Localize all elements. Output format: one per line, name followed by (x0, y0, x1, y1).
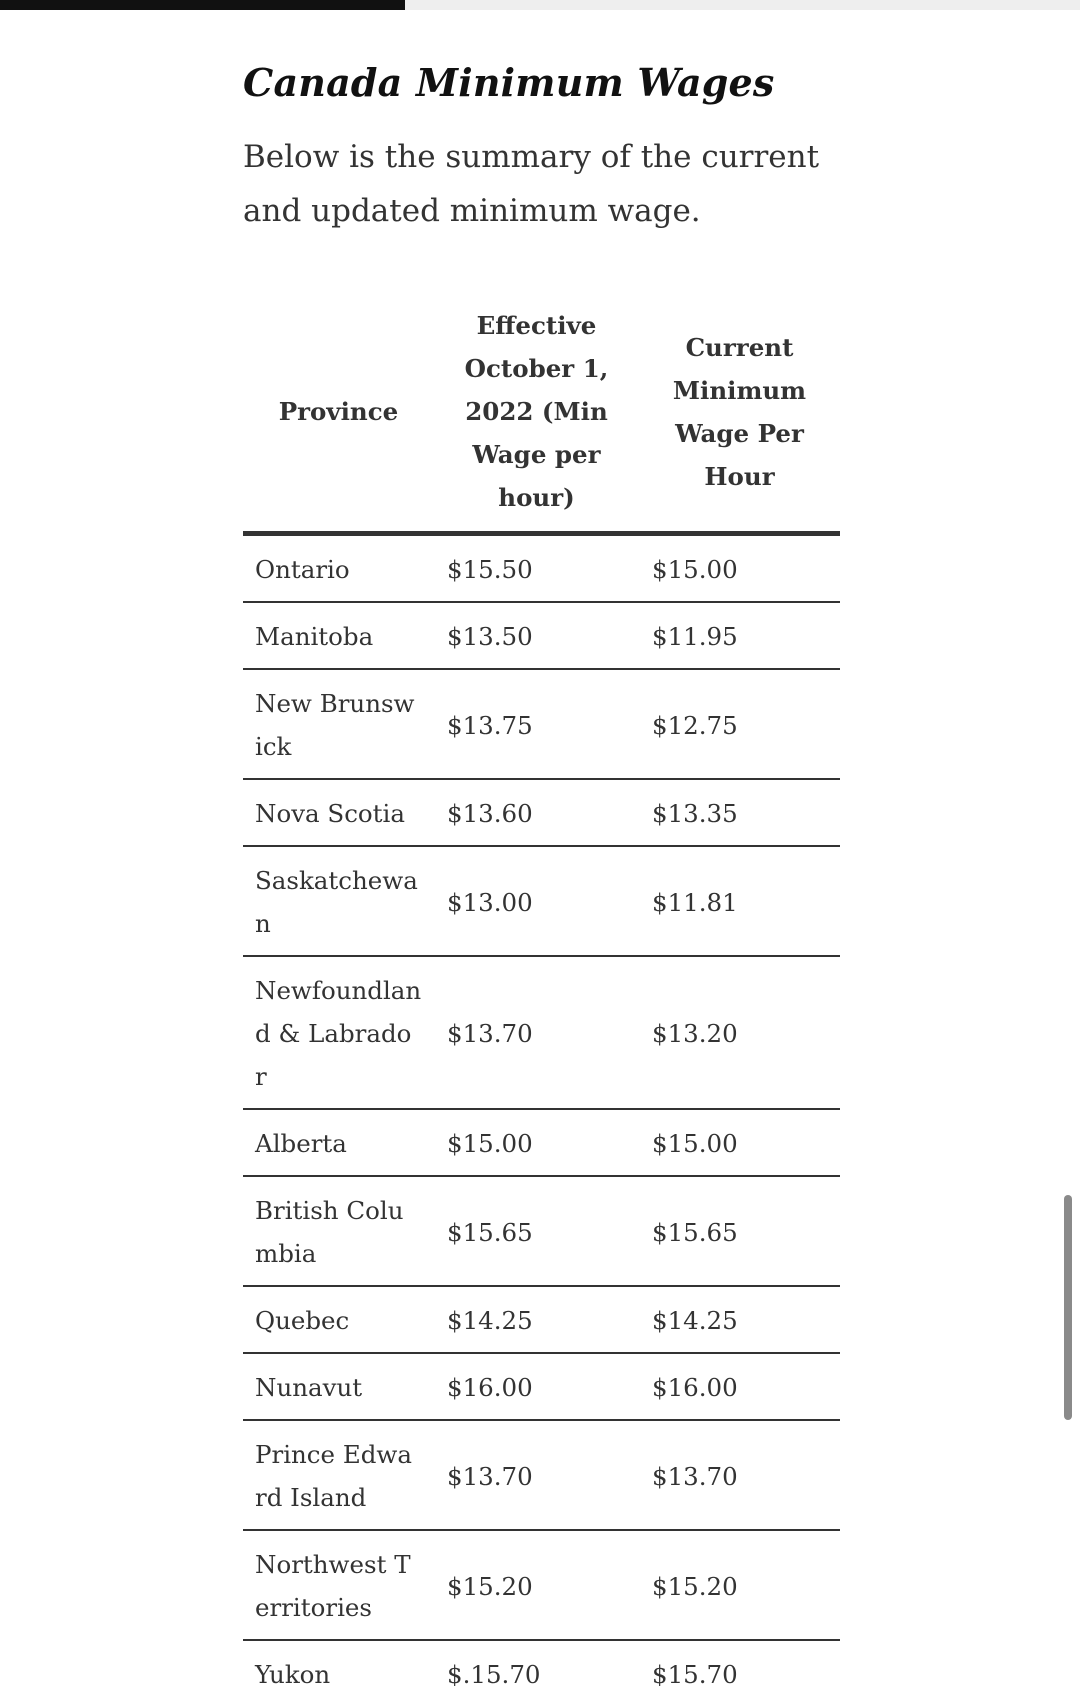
current-wage-cell: $11.95 (639, 602, 840, 669)
province-cell: Newfoundland & Labrador (243, 956, 434, 1109)
effective-wage-cell: $13.50 (434, 602, 639, 669)
header-effective: Effective October 1, 2022 (Min Wage per hour) (434, 298, 639, 534)
province-cell: Quebec (243, 1286, 434, 1353)
effective-wage-cell: $.15.70 (434, 1640, 639, 1686)
effective-wage-cell: $13.75 (434, 669, 639, 779)
reading-progress-fill (0, 0, 405, 10)
current-wage-cell: $13.20 (639, 956, 840, 1109)
province-cell: Nova Scotia (243, 779, 434, 846)
current-wage-cell: $11.81 (639, 846, 840, 956)
effective-wage-cell: $15.20 (434, 1530, 639, 1640)
table-row (243, 1530, 840, 1640)
table-row (243, 1420, 840, 1530)
header-current: Current Minimum Wage Per Hour (639, 298, 840, 534)
effective-wage-cell: $15.00 (434, 1109, 639, 1176)
table-row (243, 779, 840, 846)
article-content (243, 50, 840, 1686)
table-row (243, 1640, 840, 1686)
table-row (243, 534, 840, 603)
province-cell: British Columbia (243, 1176, 434, 1286)
current-wage-cell: $15.00 (639, 1109, 840, 1176)
effective-wage-cell: $13.70 (434, 1420, 639, 1530)
province-cell: Nunavut (243, 1353, 434, 1420)
effective-wage-cell: $13.00 (434, 846, 639, 956)
effective-wage-cell: $13.70 (434, 956, 639, 1109)
province-cell: Ontario (243, 534, 434, 603)
effective-wage-cell: $15.65 (434, 1176, 639, 1286)
table-row (243, 602, 840, 669)
current-wage-cell: $13.70 (639, 1420, 840, 1530)
province-cell: Manitoba (243, 602, 434, 669)
province-cell: Prince Edward Island (243, 1420, 434, 1530)
table-row (243, 956, 840, 1109)
table-row (243, 1176, 840, 1286)
scrollbar-thumb[interactable] (1064, 1195, 1072, 1420)
current-wage-cell: $16.00 (639, 1353, 840, 1420)
effective-wage-cell: $15.50 (434, 534, 639, 603)
current-wage-cell: $15.20 (639, 1530, 840, 1640)
table-row (243, 1353, 840, 1420)
effective-wage-cell: $14.25 (434, 1286, 639, 1353)
current-wage-cell: $14.25 (639, 1286, 840, 1353)
current-wage-cell: $12.75 (639, 669, 840, 779)
current-wage-cell: $15.65 (639, 1176, 840, 1286)
reading-progress-bar (0, 0, 1080, 10)
table-row (243, 669, 840, 779)
table-row (243, 1109, 840, 1176)
intro-paragraph: Below is the summary of the current and updated minimum wage. (243, 139, 820, 229)
current-wage-cell: $15.70 (639, 1640, 840, 1686)
current-wage-cell: $13.35 (639, 779, 840, 846)
table-row (243, 846, 840, 956)
province-cell: Northwest Territories (243, 1530, 434, 1640)
province-cell: Alberta (243, 1109, 434, 1176)
current-wage-cell: $15.00 (639, 534, 840, 603)
table-row (243, 1286, 840, 1353)
province-cell: Saskatchewan (243, 846, 434, 956)
province-cell: New Brunswick (243, 669, 434, 779)
minimum-wage-table (243, 298, 840, 1686)
effective-wage-cell: $13.60 (434, 779, 639, 846)
province-cell: Yukon (243, 1640, 434, 1686)
page-title: Canada Minimum Wages (243, 60, 775, 105)
header-province: Province (243, 298, 434, 534)
effective-wage-cell: $16.00 (434, 1353, 639, 1420)
table-header-row (243, 298, 840, 534)
